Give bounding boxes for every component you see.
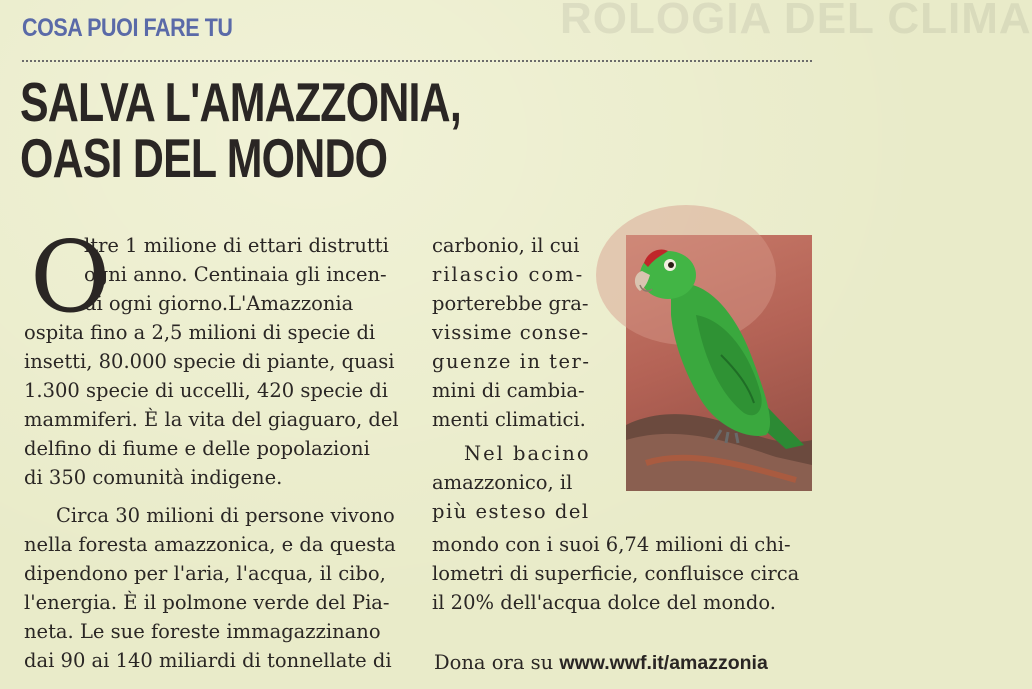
drop-cap: O: [30, 221, 111, 335]
headline: [20, 71, 462, 189]
body-line: 1.300 specie di uccelli, 420 specie di: [24, 379, 388, 402]
body-line: il 20% dell'acqua dolce del mondo.: [432, 591, 776, 614]
headline-line-2: OASI DEL MONDO: [20, 127, 388, 189]
body-line: più esteso del: [432, 500, 590, 523]
body-line: ogni anno. Centinaia gli incen-: [84, 263, 387, 286]
body-line: di 350 comunità indigene.: [24, 466, 283, 489]
parrot-photo: [626, 235, 812, 491]
body-line: lometri di superficie, confluisce circa: [432, 562, 800, 585]
body-line: guenze in ter-: [432, 350, 591, 373]
body-line: vissime conse-: [432, 321, 590, 344]
body-line: menti climatici.: [432, 408, 586, 431]
background-bleed-text: ROLOGIA DEL CLIMA: [560, 0, 1032, 43]
body-line: ltre 1 milione di ettari distrutti: [84, 234, 389, 257]
body-line: Nel bacino: [464, 442, 591, 465]
body-line: carbonio, il cui: [432, 234, 580, 257]
body-line: delfino di fiume e delle popolazioni: [24, 437, 370, 460]
body-line: Circa 30 milioni di persone vivono: [56, 504, 395, 527]
body-line: ospita fino a 2,5 milioni di specie di: [24, 321, 376, 344]
body-line: insetti, 80.000 specie di piante, quasi: [24, 350, 395, 373]
body-line: nella foresta amazzonica, e da questa: [24, 533, 396, 556]
parrot-illustration: [626, 235, 812, 491]
body-line: porterebbe gra-: [432, 292, 589, 315]
donate-line: [434, 648, 768, 678]
donate-prefix: Dona ora su: [434, 651, 554, 674]
body-line: mondo con i suoi 6,74 milioni di chi-: [432, 533, 791, 556]
body-line: amazzonico, il: [432, 471, 573, 494]
body-line: neta. Le sue foreste immagazzinano: [24, 620, 381, 643]
section-label: COSA PUOI FARE TU: [22, 14, 233, 42]
body-line: dai 90 ai 140 miliardi di tonnellate di: [24, 649, 392, 672]
body-line: di ogni giorno.L'Amazzonia: [84, 292, 354, 315]
body-line: dipendono per l'aria, l'acqua, il cibo,: [24, 562, 386, 585]
body-line: rilascio com-: [432, 263, 585, 286]
body-line: mini di cambia-: [432, 379, 585, 402]
headline-line-1: SALVA L'AMAZZONIA,: [20, 71, 462, 133]
donate-link[interactable]: www.wwf.it/amazzonia: [559, 652, 768, 674]
body-line: l'energia. È il polmone verde del Pia-: [24, 591, 390, 614]
dotted-divider: [22, 60, 812, 62]
body-line: mammiferi. È la vita del giaguaro, del: [24, 408, 399, 431]
